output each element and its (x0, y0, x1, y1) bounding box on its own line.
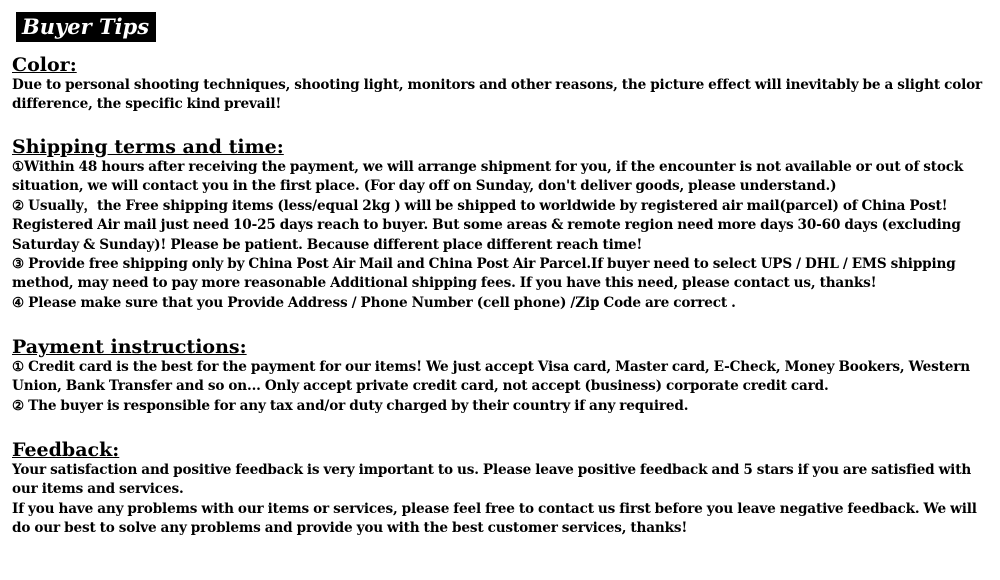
color-heading: Color: (12, 54, 77, 76)
feedback-heading: Feedback: (12, 439, 120, 461)
shipping-paragraph-4: ④ Please make sure that you Provide Address / Phone Number (cell phone) /Zip Code are correct . (12, 294, 736, 311)
shipping-paragraph-3: ③ Provide free shipping only by China Post Air Mail and China Post Air Parcel.If buyer need to select UPS / DHL / EMS shipping method, may need to pay more reasonable Additional shipping fees. If you have this need, please contact us, thanks! (12, 256, 956, 292)
feedback-paragraph-2: If you have any problems with our items or services, please feel free to contact us first before you leave negative feedback. We will do our best to solve any problems and provide you with the best customer services, thanks! (12, 500, 977, 537)
feedback-section (12, 439, 986, 539)
page-title: Buyer Tips (16, 12, 156, 42)
payment-section (12, 336, 986, 416)
color-paragraph: Due to personal shooting techniques, shooting light, monitors and other reasons, the picture effect will inevitably be a slight color difference, the specific kind prevail! (12, 77, 983, 113)
payment-paragraph-2: ② The buyer is responsible for any tax and/or duty charged by their country if any required. (12, 397, 689, 414)
payment-heading: Payment instructions: (12, 336, 247, 358)
shipping-section (12, 136, 986, 313)
color-section (12, 54, 986, 115)
feedback-paragraph-1: Your satisfaction and positive feedback is very important to us. Please leave positive feedback and 5 stars if you are satisfied with our items and services. (12, 462, 972, 498)
shipping-heading: Shipping terms and time: (12, 136, 284, 158)
shipping-paragraph-1: ①Within 48 hours after receiving the payment, we will arrange shipment for you, if the encounter is not available or out of stock situation, we will contact you in the first place. (For day off on Sunday, don't deliver goods, please understand.) (12, 159, 964, 195)
payment-paragraph-1: ① Credit card is the best for the payment for our items! We just accept Visa card, Master card, E-Check, Money Bookers, Western Union, Bank Transfer and so on... Only accept private credit card, not accept (business) corporate credit card. (12, 359, 970, 395)
shipping-paragraph-2: ② Usually，the Free shipping items (less/equal 2kg ) will be shipped to worldwide by registered air mail(parcel) of China Post! Registered Air mail just need 10-25 days reach to buyer. But some areas & remote region need more days 30-60 days (excluding Saturday & Sunday)! Please be patient. Because different place different reach time! (12, 197, 961, 253)
